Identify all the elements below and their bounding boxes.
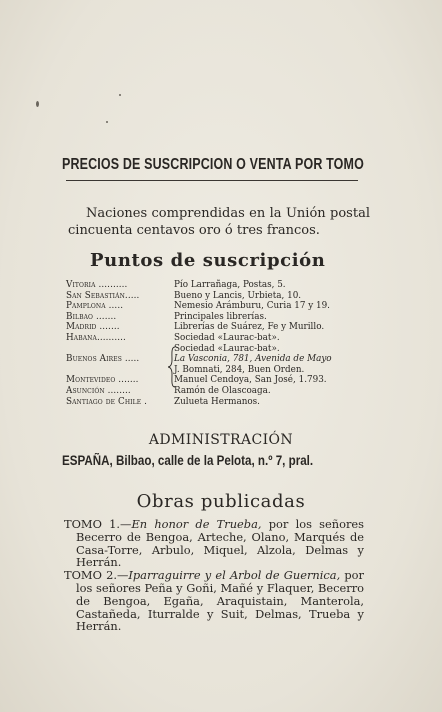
agent-city: San Sebastián..... bbox=[66, 290, 140, 301]
agent-city: Asunción ........ bbox=[66, 385, 131, 396]
agent-desc: Sociedad «Laurac-bat». bbox=[174, 343, 280, 354]
bracket-glyph bbox=[168, 346, 176, 388]
puntos-heading: Puntos de suscripción bbox=[90, 250, 326, 271]
agent-row bbox=[66, 322, 386, 333]
agent-desc: Librerías de Suárez, Fe y Murillo. bbox=[174, 322, 325, 333]
agent-row bbox=[66, 397, 386, 408]
agent-city: Habana.......... bbox=[66, 332, 126, 343]
agent-desc: Manuel Cendoya, San José, 1.793. bbox=[174, 375, 327, 386]
agent-desc: Pío Larrañaga, Postas, 5. bbox=[174, 280, 286, 290]
agent-row bbox=[66, 312, 386, 323]
agent-desc: Zulueta Hermanos. bbox=[174, 396, 260, 407]
agent-city: Bilbao ....... bbox=[66, 311, 117, 322]
ink-speck bbox=[119, 94, 121, 96]
agent-row bbox=[66, 344, 386, 355]
agent-city: Madrid ....... bbox=[66, 322, 120, 333]
tomo-entry: TOMO 1.—En honor de Trueba, por los señores Becerro de Bengoa, Arteche, Olano, Marqués de Casa-Torre, Arbulo, Miquel, Alzola, Delmas y Herrán. bbox=[64, 517, 364, 570]
agent-city: Vitoria .......... bbox=[66, 280, 128, 290]
intro-text: Naciones comprendidas en la Unión postal cincuenta centavos oro ó tres francos. bbox=[68, 206, 370, 238]
address-line: ESPAÑA, Bilbao, calle de la Pelota, n.º 7, pral. bbox=[62, 453, 314, 468]
agent-row bbox=[66, 354, 386, 365]
agent-row bbox=[66, 375, 386, 386]
title-underline bbox=[66, 180, 358, 181]
agent-row bbox=[66, 365, 386, 376]
agent-desc: Nemesio Arámburu, Curia 17 y 19. bbox=[174, 301, 330, 312]
page-title: PRECIOS DE SUSCRIPCION O VENTA POR TOMO bbox=[62, 156, 364, 173]
administracion-heading: ADMINISTRACIÓN bbox=[148, 432, 294, 448]
agent-city: Buenos Aires ..... bbox=[66, 354, 140, 365]
agent-city: Santiago de Chile . bbox=[66, 396, 148, 407]
agent-desc: Principales librerías. bbox=[174, 311, 267, 322]
agents-list bbox=[66, 280, 386, 407]
agent-desc: La Vasconia, 781, Avenida de Mayo bbox=[174, 354, 332, 365]
agent-desc: Bueno y Lancis, Urbieta, 10. bbox=[174, 290, 302, 301]
agent-desc: J. Bomnati, 284, Buen Orden. bbox=[174, 364, 305, 375]
tomo-entry: TOMO 2.—Iparraguirre y el Arbol de Guernica, por los señores Peña y Goñi, Mañé y Flaquer, Becerro de Bengoa, Egaña, Araquistain, Manterola, Castañeda, Iturralde y Suit, Delmas, Trueba y Herrán. bbox=[64, 568, 364, 634]
agent-row bbox=[66, 280, 386, 291]
agent-desc: Sociedad «Laurac-bat». bbox=[174, 332, 280, 343]
agent-row bbox=[66, 291, 386, 302]
ink-speck bbox=[106, 121, 108, 123]
agent-row bbox=[66, 301, 386, 312]
agent-desc: Ramón de Olascoaga. bbox=[174, 385, 271, 396]
agent-row bbox=[66, 333, 386, 344]
agent-city: Pamplona ..... bbox=[66, 301, 124, 312]
obras-heading: Obras publicadas bbox=[136, 491, 306, 512]
agent-row bbox=[66, 386, 386, 397]
agent-city: Montevideo ....... bbox=[66, 375, 139, 386]
ink-speck bbox=[36, 101, 39, 107]
tomos-list bbox=[64, 518, 364, 633]
